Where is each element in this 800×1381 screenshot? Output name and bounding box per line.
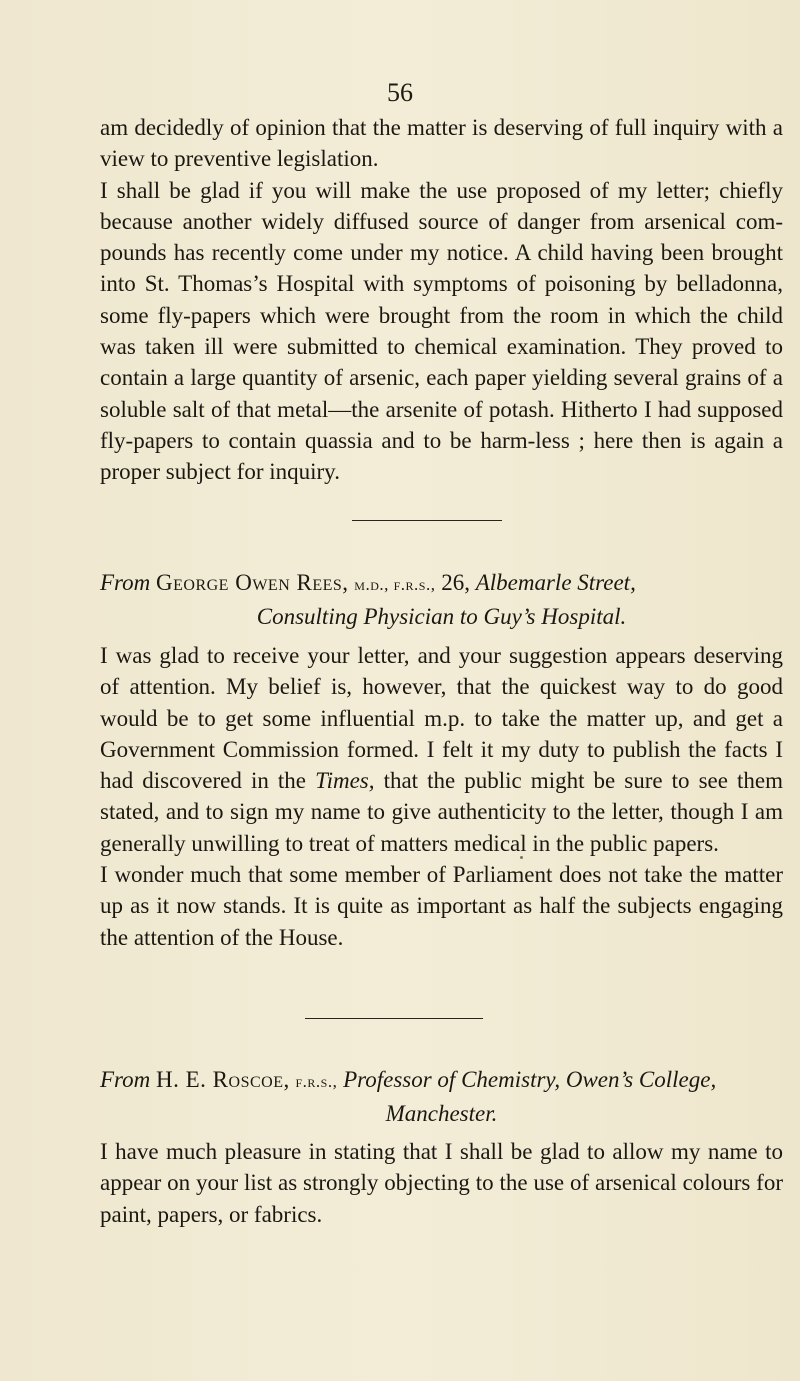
author-role: Professor of Chemistry, Owen’s College, bbox=[343, 1067, 717, 1092]
letter-body-rees bbox=[100, 640, 783, 953]
paragraph: I was glad to receive your letter, and your suggestion appears deserving of attention. My belief is, however, that the quickest way to do good would be to get some influential m.p. to take the matter up, and get a Government Commission formed. I felt it my duty to publish the facts I had discovered in the Times, that the public might be sure to see them stated, and to sign my name to give authenticity to the letter, though I am generally unwilling to treat of matters medical in the public papers. bbox=[100, 643, 784, 856]
author-location: Manchester. bbox=[385, 1101, 498, 1126]
author-name: George Owen Rees, bbox=[156, 570, 349, 595]
print-speck bbox=[520, 856, 523, 859]
letter-heading-rees bbox=[100, 567, 783, 633]
address-street: Albemarle Street, bbox=[475, 570, 636, 595]
from-label: From bbox=[100, 570, 151, 595]
address-number: 26, bbox=[441, 570, 470, 595]
author-name: H. E. Roscoe, bbox=[156, 1067, 290, 1092]
author-credentials: m.d., f.r.s., bbox=[354, 575, 436, 594]
section-divider bbox=[352, 520, 502, 521]
author-role: Consulting Physician to Guy’s Hospital. bbox=[256, 604, 627, 629]
letter-continuation bbox=[100, 112, 783, 488]
letter-body-roscoe bbox=[100, 1136, 783, 1230]
paragraph: I wonder much that some member of Parliament does not take the matter up as it now stands. It is quite as important as half the subjects engaging the attention of the House. bbox=[100, 862, 783, 950]
author-credentials: f.r.s., bbox=[295, 1072, 338, 1091]
section-divider bbox=[305, 1018, 483, 1019]
letter-heading-roscoe bbox=[100, 1064, 783, 1130]
page-number: 56 bbox=[387, 78, 413, 107]
paragraph: I have much pleasure in stating that I shall be glad to allow my name to appear on your list as strongly objecting to the use of arsenical colours for paint, papers, or fabrics. bbox=[100, 1139, 783, 1227]
from-label: From bbox=[100, 1067, 151, 1092]
paragraph: am decidedly of opinion that the matter is deserving of full inquiry with a view to preventive legislation. bbox=[100, 115, 783, 172]
newspaper-title: Times, bbox=[315, 768, 375, 794]
paragraph: I shall be glad if you will make the use proposed of my letter; chiefly because another widely diffused source of danger from arsenical com-pounds has recently come under my notice. A child having been brought into St. Thomas’s Hospital with symptoms of poisoning by belladonna, some fly-papers which were brought from the room in which the child was taken ill were submitted to chemical examination. They proved to contain a large quantity of arsenic, each paper yielding several grains of a soluble salt of that metal—the arsenite of potash. Hitherto I had supposed fly-papers to contain quassia and to be harm-less ; here then is again a proper subject for inquiry. bbox=[100, 177, 783, 485]
